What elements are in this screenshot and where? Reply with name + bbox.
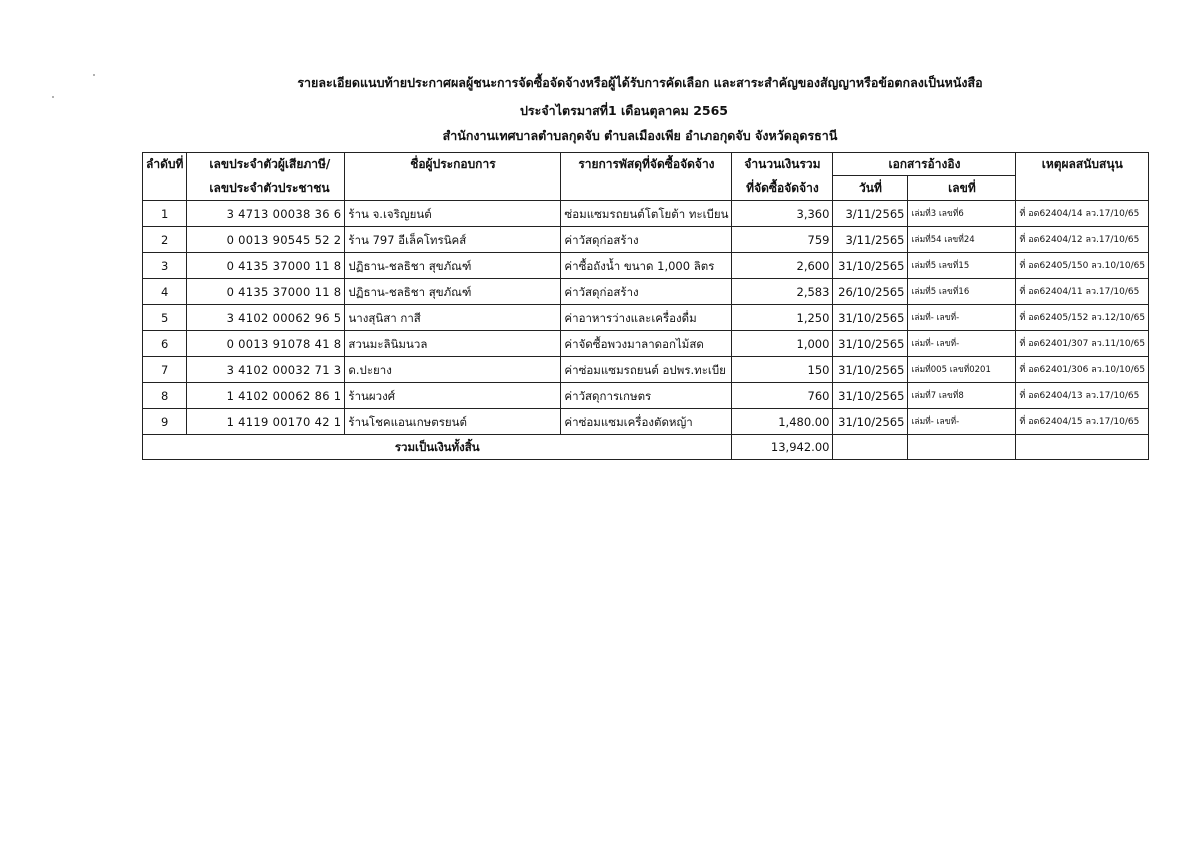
procurement-item: ค่าจัดซื้อพวงมาลาดอกไม้สด xyxy=(561,331,732,357)
row-number: 6 xyxy=(143,331,187,357)
amount: 3,360 xyxy=(732,201,833,227)
reason: ที่ อด62404/14 ลว.17/10/65 xyxy=(1016,201,1149,227)
amount: 1,250 xyxy=(732,305,833,331)
table-row xyxy=(143,253,1149,279)
col-header-amount-line2: ที่จัดซื้อจัดจ้าง xyxy=(732,176,833,201)
amount: 1,000 xyxy=(732,331,833,357)
amount: 1,480.00 xyxy=(732,409,833,435)
col-header-name: ชื่อผู้ประกอบการ xyxy=(345,153,561,201)
total-row xyxy=(143,435,1149,460)
total-amount: 13,942.00 xyxy=(732,435,833,460)
taxpayer-id: 1 4119 00170 42 1 xyxy=(187,409,345,435)
row-number: 3 xyxy=(143,253,187,279)
row-number: 1 xyxy=(143,201,187,227)
col-header-reason: เหตุผลสนับสนุน xyxy=(1016,153,1149,201)
col-header-id-line1: เลขประจำตัวผู้เสียภาษี/ xyxy=(187,153,345,176)
reason: ที่ อด62404/13 ลว.17/10/65 xyxy=(1016,383,1149,409)
taxpayer-id: 0 4135 37000 11 8 xyxy=(187,253,345,279)
row-number: 8 xyxy=(143,383,187,409)
ref-docno: เล่มที่- เลขที่- xyxy=(908,331,1016,357)
scan-speck xyxy=(52,96,54,98)
table-row xyxy=(143,279,1149,305)
reason: ที่ อด62404/12 ลว.17/10/65 xyxy=(1016,227,1149,253)
table-row xyxy=(143,227,1149,253)
empty-cell xyxy=(908,435,1016,460)
taxpayer-id: 0 4135 37000 11 8 xyxy=(187,279,345,305)
vendor-name: นางสุนิสา กาสี xyxy=(345,305,561,331)
col-header-docno: เลขที่ xyxy=(908,176,1016,201)
ref-docno: เล่มที่5 เลขที่16 xyxy=(908,279,1016,305)
procurement-item: ค่าวัสดุก่อสร้าง xyxy=(561,279,732,305)
amount: 760 xyxy=(732,383,833,409)
vendor-name: ร้านผวงศ์ xyxy=(345,383,561,409)
empty-cell xyxy=(1016,435,1149,460)
taxpayer-id: 3 4713 00038 36 6 xyxy=(187,201,345,227)
ref-docno: เล่มที่3 เลขที่6 xyxy=(908,201,1016,227)
ref-date: 31/10/2565 xyxy=(833,331,908,357)
total-label: รวมเป็นเงินทั้งสิ้น xyxy=(143,435,732,460)
procurement-item: ซ่อมแซมรถยนต์โตโยต้า ทะเบียน xyxy=(561,201,732,227)
empty-cell xyxy=(833,435,908,460)
reason: ที่ อด62405/152 ลว.12/10/65 xyxy=(1016,305,1149,331)
ref-date: 31/10/2565 xyxy=(833,383,908,409)
ref-docno: เล่มที่7 เลขที่8 xyxy=(908,383,1016,409)
amount: 2,600 xyxy=(732,253,833,279)
row-number: 9 xyxy=(143,409,187,435)
ref-date: 31/10/2565 xyxy=(833,253,908,279)
reason: ที่ อด62404/15 ลว.17/10/65 xyxy=(1016,409,1149,435)
table-row xyxy=(143,305,1149,331)
table-row xyxy=(143,357,1149,383)
table-row xyxy=(143,331,1149,357)
reason: ที่ อด62405/150 ลว.10/10/65 xyxy=(1016,253,1149,279)
row-number: 5 xyxy=(143,305,187,331)
procurement-item: ค่าวัสดุการเกษตร xyxy=(561,383,732,409)
table-row xyxy=(143,383,1149,409)
col-header-no: ลำดับที่ xyxy=(143,153,187,201)
table-row xyxy=(143,201,1149,227)
ref-date: 26/10/2565 xyxy=(833,279,908,305)
ref-date: 31/10/2565 xyxy=(833,305,908,331)
row-number: 4 xyxy=(143,279,187,305)
reason: ที่ อด62401/307 ลว.11/10/65 xyxy=(1016,331,1149,357)
report-agency: สำนักงานเทศบาลตำบลกุดจับ ตำบลเมืองเพีย อำเภอกุดจับ จังหวัดอุดรธานี xyxy=(442,128,838,143)
vendor-name: ร้านโชคแอนเกษตรยนต์ xyxy=(345,409,561,435)
ref-date: 31/10/2565 xyxy=(833,357,908,383)
taxpayer-id: 0 0013 90545 52 2 xyxy=(187,227,345,253)
row-number: 2 xyxy=(143,227,187,253)
taxpayer-id: 3 4102 00062 96 5 xyxy=(187,305,345,331)
procurement-item: ค่าซ่อมแซมรถยนต์ อปพร.ทะเบีย xyxy=(561,357,732,383)
procurement-item: ค่าซื้อถังน้ำ ขนาด 1,000 ลิตร xyxy=(561,253,732,279)
col-header-item: รายการพัสดุที่จัดซื้อจัดจ้าง xyxy=(561,153,732,201)
ref-date: 3/11/2565 xyxy=(833,227,908,253)
vendor-name: ปฏิธาน-ชลธิชา สุขภัณฑ์ xyxy=(345,253,561,279)
vendor-name: ร้าน จ.เจริญยนต์ xyxy=(345,201,561,227)
ref-docno: เล่มที่5 เลขที่15 xyxy=(908,253,1016,279)
report-title: รายละเอียดแนบท้ายประกาศผลผู้ชนะการจัดซื้อจัดจ้างหรือผู้ได้รับการคัดเลือก และสาระสำคัญของสัญญาหรือข้อตกลงเป็นหนังสือ xyxy=(297,75,983,90)
row-number: 7 xyxy=(143,357,187,383)
taxpayer-id: 1 4102 00062 86 1 xyxy=(187,383,345,409)
ref-docno: เล่มที่54 เลขที่24 xyxy=(908,227,1016,253)
procurement-table xyxy=(142,152,1149,460)
col-header-reference: เอกสารอ้างอิง xyxy=(833,153,1016,176)
ref-date: 31/10/2565 xyxy=(833,409,908,435)
taxpayer-id: 0 0013 91078 41 8 xyxy=(187,331,345,357)
table-row xyxy=(143,409,1149,435)
vendor-name: ปฏิธาน-ชลธิชา สุขภัณฑ์ xyxy=(345,279,561,305)
taxpayer-id: 3 4102 00032 71 3 xyxy=(187,357,345,383)
ref-date: 3/11/2565 xyxy=(833,201,908,227)
col-header-id-line2: เลขประจำตัวประชาชน xyxy=(187,176,345,201)
report-period: ประจำไตรมาสที่1 เดือนตุลาคม 2565 xyxy=(520,103,728,118)
reason: ที่ อด62404/11 ลว.17/10/65 xyxy=(1016,279,1149,305)
procurement-item: ค่าซ่อมแซมเครื่องตัดหญ้า xyxy=(561,409,732,435)
amount: 150 xyxy=(732,357,833,383)
vendor-name: สวนมะลินิมนวล xyxy=(345,331,561,357)
col-header-date: วันที่ xyxy=(833,176,908,201)
ref-docno: เล่มที่- เลขที่- xyxy=(908,305,1016,331)
procurement-item: ค่าวัสดุก่อสร้าง xyxy=(561,227,732,253)
ref-docno: เล่มที่005 เลขที่0201 xyxy=(908,357,1016,383)
col-header-amount-line1: จำนวนเงินรวม xyxy=(732,153,833,176)
amount: 2,583 xyxy=(732,279,833,305)
vendor-name: ด.ปะยาง xyxy=(345,357,561,383)
amount: 759 xyxy=(732,227,833,253)
reason: ที่ อด62401/306 ลว.10/10/65 xyxy=(1016,357,1149,383)
ref-docno: เล่มที่- เลขที่- xyxy=(908,409,1016,435)
vendor-name: ร้าน 797 อีเล็คโทรนิคส์ xyxy=(345,227,561,253)
procurement-item: ค่าอาหารว่างและเครื่องดื่ม xyxy=(561,305,732,331)
